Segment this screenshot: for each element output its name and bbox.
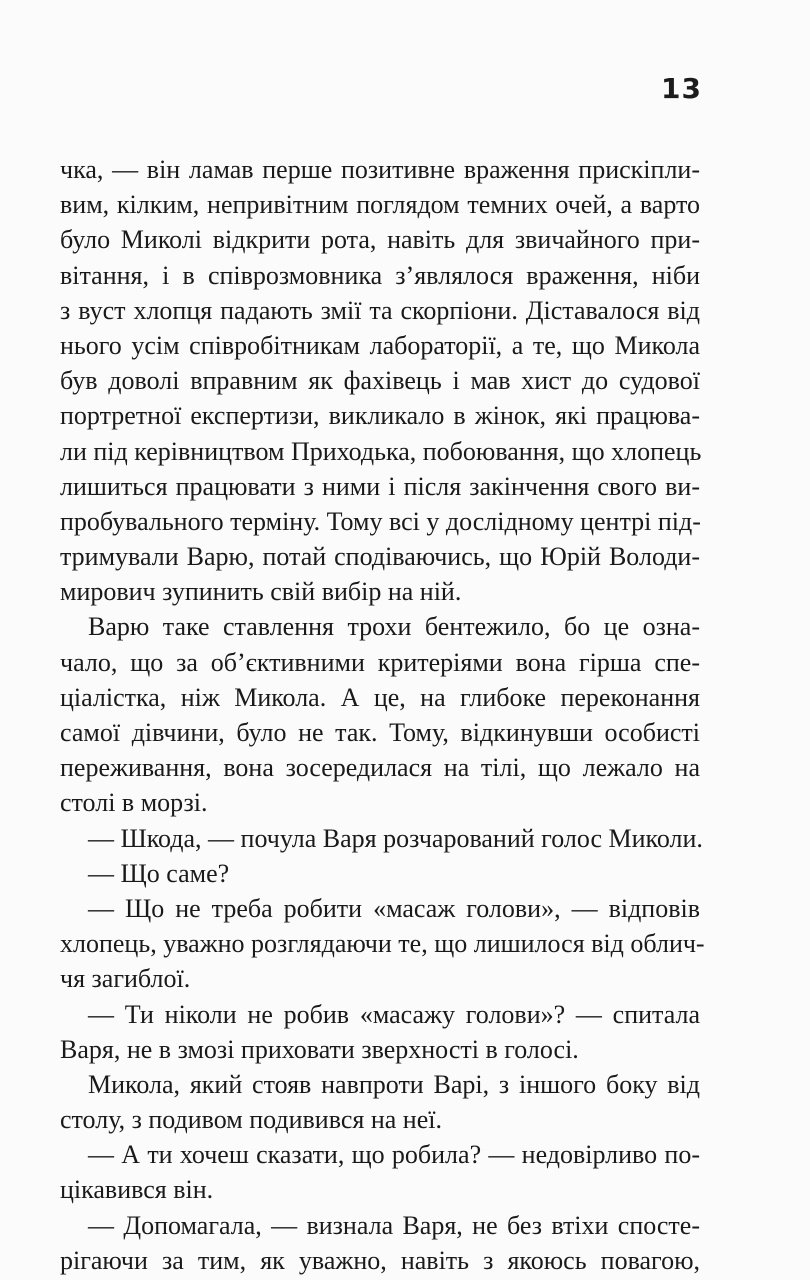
text-line: портретної експертизи, викликало в жінок, які працюва- (60, 401, 700, 431)
text-line: лишиться працювати з ними і після закінчення свого ви- (60, 471, 700, 501)
text-line: чало, що за об’єктивними критеріями вона гірша спе- (60, 647, 700, 677)
paragraph (60, 1208, 700, 1278)
paragraph (60, 856, 700, 891)
paragraph (60, 997, 700, 1067)
text-line: столу, з подивом подивився на неї. (60, 1105, 442, 1135)
text-line: цікавився він. (60, 1175, 214, 1205)
text-line: з вуст хлопця падають змії та скорпіони. Діставалося від (60, 295, 700, 325)
paragraph (60, 609, 700, 820)
text-line: — Допомагала, — визнала Варя, не без втіхи спосте- (88, 1210, 700, 1240)
text-line: Микола, який стояв навпроти Варі, з іншого боку від (88, 1069, 700, 1099)
text-line: вітання, і в співрозмовника з’являлося враження, ніби (60, 260, 700, 290)
text-line: столі в морзі. (60, 788, 208, 818)
text-line: тримували Варю, потай сподіваючись, що Юрій Володи- (60, 542, 700, 572)
paragraph (60, 891, 705, 997)
text-line: — Що саме? (88, 858, 230, 888)
text-line: Варя, не в змозі приховати зверхності в голосі. (60, 1034, 579, 1064)
text-line: ли під керівництвом Приходька, побоювання, що хлопець (60, 436, 702, 466)
page-number: 13 (661, 72, 702, 105)
text-line: був доволі вправним як фахівець і мав хист до судової (60, 366, 700, 396)
text-line: ціалістка, ніж Микола. А це, на глибоке переконання (60, 682, 700, 712)
text-line: — Шкода, — почула Варя розчарований голос Миколи. (88, 823, 703, 853)
text-line: чя загиблої. (60, 964, 191, 994)
text-line: нього усім співробітникам лабораторії, а те, що Микола (60, 330, 700, 360)
text-line: самої дівчини, було не так. Тому, відкинувши особисті (60, 718, 700, 747)
paragraph (60, 1137, 700, 1207)
text-line: пробувального терміну. Тому всі у дослідному центрі під- (60, 506, 701, 536)
text-line: Варю таке ставлення трохи бентежило, бо це озна- (88, 612, 700, 642)
text-line: чка, — він ламав перше позитивне враження прискіпли- (60, 155, 700, 184)
text-line: переживання, вона зосередилася на тілі, що лежало на (60, 753, 700, 783)
body-text (60, 152, 705, 1278)
text-line: рігаючи за тим, як уважно, навіть з якоюсь повагою, (60, 1245, 700, 1275)
paragraph (60, 821, 703, 856)
text-line: — Що не треба робити «масаж голови», — відповів (88, 893, 700, 923)
text-line: — Ти ніколи не робив «масажу голови»? — спитала (88, 999, 700, 1029)
paragraph (60, 152, 700, 609)
text-line: мирович зупинить свій вибір на ній. (60, 577, 462, 607)
text-line: хлопець, уважно розглядаючи те, що лишилося від облич- (60, 929, 705, 959)
paragraph (60, 1067, 700, 1137)
text-line: було Миколі відкрити рота, навіть для звичайного при- (60, 225, 700, 255)
text-line: — А ти хочеш сказати, що робила? — недовірливо по- (88, 1140, 700, 1170)
text-line: вим, кілким, непривітним поглядом темних очей, а варто (60, 190, 700, 220)
